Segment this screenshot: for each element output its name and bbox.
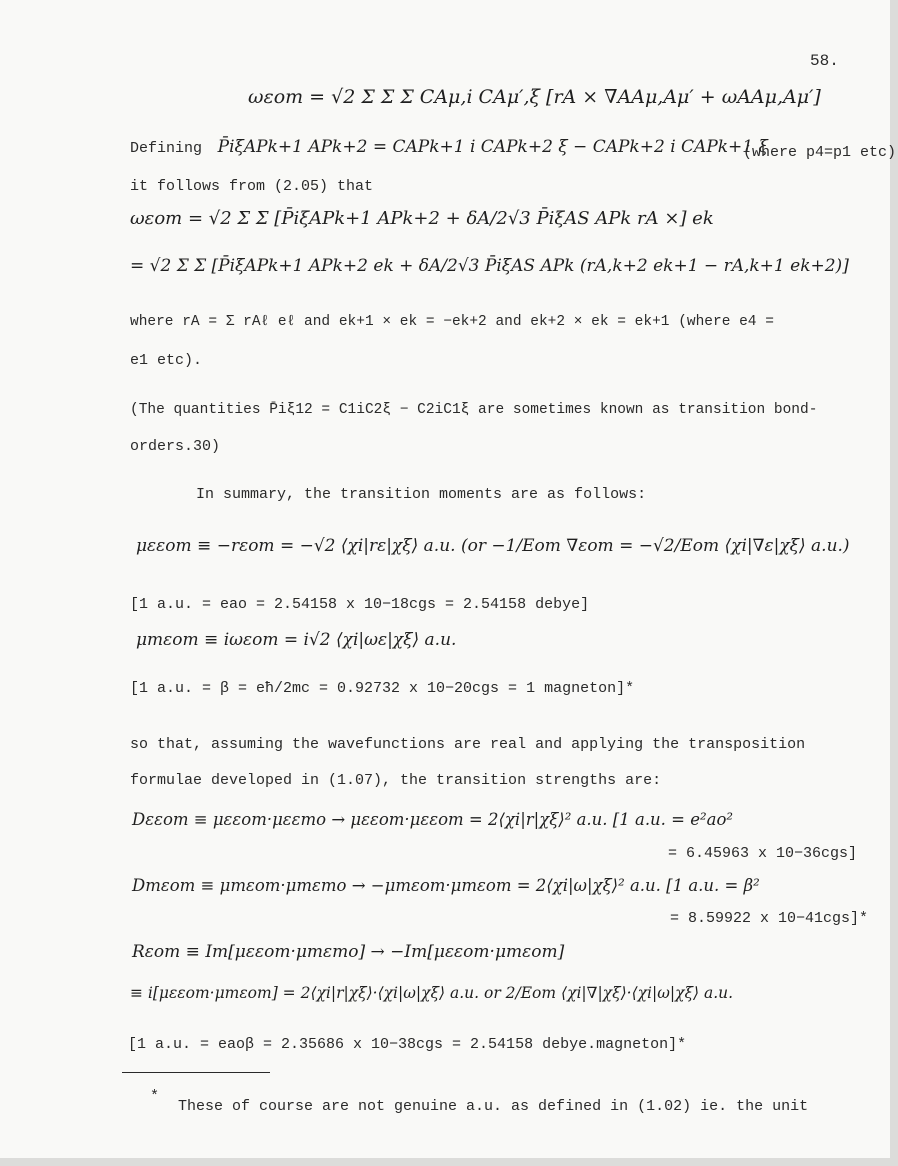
where-line-2: e1 etc). [130, 352, 203, 369]
defining-formula: P̄iξAPk+1 APk+2 = CAPk+1 i CAPk+2 ξ − CAPk+2 i CAPk+1 ξ [217, 137, 768, 157]
equation-D-electric-2: = 6.45963 x 10−36cgs] [668, 845, 858, 862]
unit-magnetic: [1 a.u. = β = eħ/2mc = 0.92732 x 10−20cgs = 1 magneton]* [130, 680, 635, 697]
equation-mu-magnetic: μmεom ≡ iωεom = i√2 ⟨χi|ωε|χξ⟩ a.u. [136, 630, 457, 650]
equation-D-magnetic-2: = 8.59922 x 10−41cgs]* [670, 910, 869, 927]
where-line-1: where rA = Σ rAℓ eℓ and ek+1 × ek = −ek+2 and ek+2 × ek = ek+1 (where e4 = [130, 314, 774, 330]
equation-R-2: ≡ i[μεεom·μmεom] = 2⟨χi|r|χξ⟩·⟨χi|ω|χξ⟩ a.u. or 2/Eom ⟨χi|∇|χξ⟩·⟨χi|ω|χξ⟩ a.u. [130, 984, 734, 1002]
summary-text: In summary, the transition moments are as follows: [196, 486, 647, 503]
unit-electric: [1 a.u. = eao = 2.54158 x 10−18cgs = 2.54158 debye] [130, 596, 590, 613]
page-number: 58. [810, 52, 839, 70]
unit-rotational: [1 a.u. = eaoβ = 2.35686 x 10−38cgs = 2.54158 debye.magneton]* [128, 1036, 687, 1053]
so-that-line-2: formulae developed in (1.07), the transition strengths are: [130, 772, 662, 789]
defining-lead: Defining [130, 140, 203, 157]
footnote-rule [122, 1072, 270, 1073]
defining-line [130, 137, 768, 157]
follows-text: it follows from (2.05) that [130, 178, 374, 195]
so-that-line-1: so that, assuming the wavefunctions are real and applying the transposition [130, 736, 806, 753]
equation-D-magnetic-1: Dmεom ≡ μmεom·μmεmo → −μmεom·μmεom = 2⟨χi|ω|χξ⟩² a.u. [1 a.u. = β² [132, 876, 760, 895]
footnote-text: These of course are not genuine a.u. as defined in (1.02) ie. the unit [178, 1098, 809, 1115]
defining-note: (where p4=p1 etc) [743, 144, 897, 161]
equation-mu-electric: μεεom ≡ −rεom = −√2 ⟨χi|rε|χξ⟩ a.u. (or −1/Eom ∇εom = −√2/Eom ⟨χi|∇ε|χξ⟩ a.u.) [136, 536, 850, 556]
equation-D-electric-1: Dεεom ≡ μεεom·μεεmo → μεεom·μεεom = 2⟨χi|r|χξ⟩² a.u. [1 a.u. = e²ao² [132, 810, 734, 829]
bond-orders-line-1: (The quantities P̄iξ12 = C1iC2ξ − C2iC1ξ are sometimes known as transition bond- [130, 402, 818, 418]
footnote-mark: * [150, 1088, 160, 1105]
equation-omega-sum: ωεom = √2 Σ Σ Σ CAμ,i CAμ′,ξ [rA × ∇AAμ,Aμ′ + ωAAμ,Aμ′] [248, 86, 821, 108]
equation-omega-expanded-2: = √2 Σ Σ [P̄iξAPk+1 APk+2 ek + δA/2√3 P̄iξAS APk (rA,k+2 ek+1 − rA,k+1 ek+2)] [130, 256, 849, 276]
bond-orders-line-2: orders.30) [130, 438, 221, 455]
equation-omega-expanded-1: ωεom = √2 Σ Σ [P̄iξAPk+1 APk+2 + δA/2√3 P̄iξAS APk rA ×] ek [130, 208, 714, 229]
equation-R-1: Rεom ≡ Im[μεεom·μmεmo] → −Im[μεεom·μmεom] [132, 942, 565, 962]
